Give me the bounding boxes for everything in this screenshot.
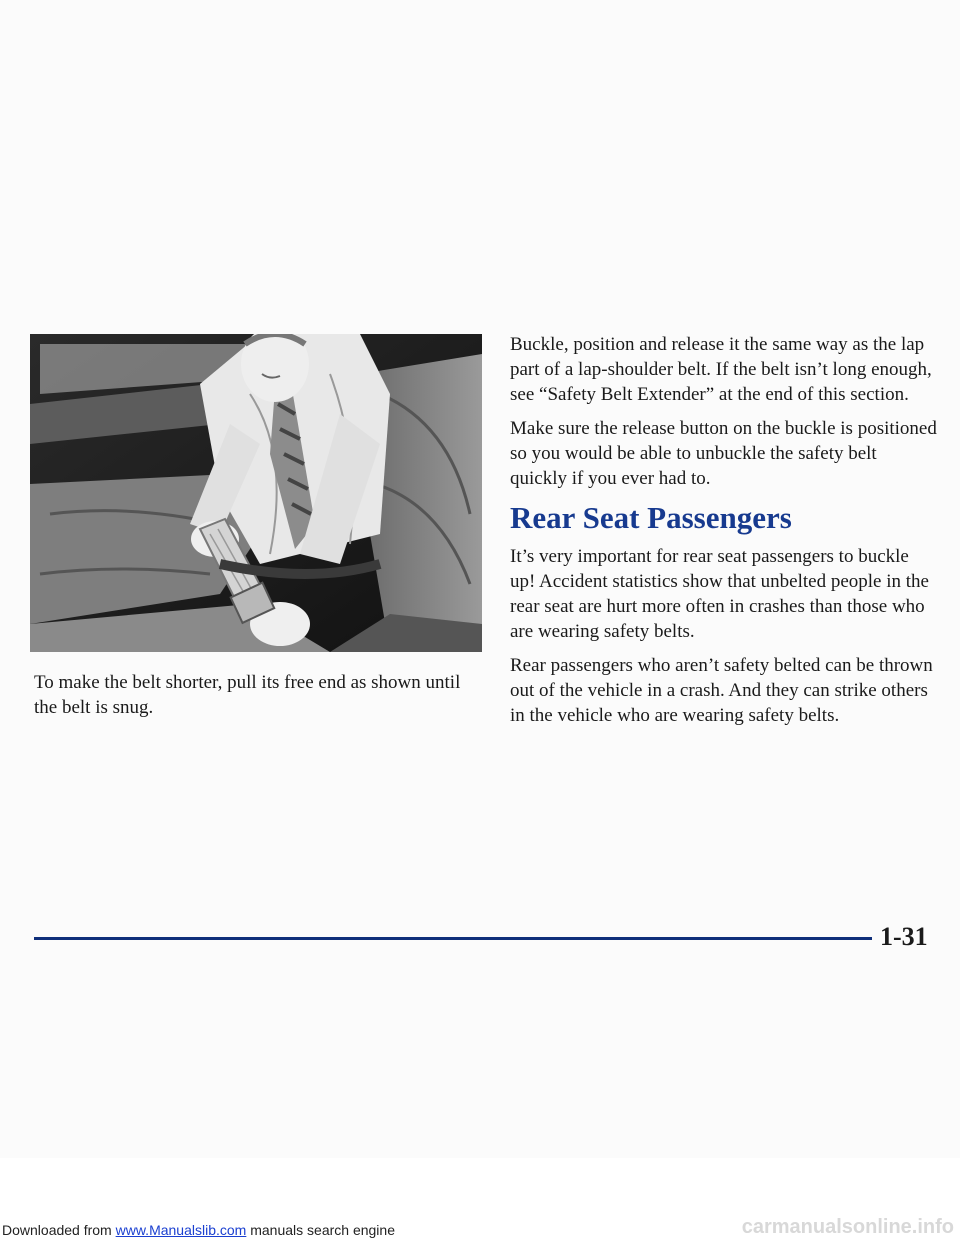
page-rule bbox=[34, 937, 872, 940]
page-number: 1-31 bbox=[880, 922, 928, 951]
right-column bbox=[510, 332, 938, 737]
paragraph-rear-importance: It’s very important for rear seat passengers to buckle up! Accident statistics show that unbelted people in the rear seat are hurt more often in crashes than those who are wearing safety belts. bbox=[510, 546, 929, 642]
manualslib-link[interactable]: www.Manualslib.com bbox=[115, 1222, 247, 1238]
paragraph-buckle-instructions: Buckle, position and release it the same way as the lap part of a lap-shoulder belt. If the belt isn’t long enough, see “Safety Belt Extender” at the end of this section. bbox=[510, 334, 932, 405]
paragraph-rear-thrown: Rear passengers who aren’t safety belted can be thrown out of the vehicle in a crash. And they can strike others in the vehicle who are wearing safety belts. bbox=[510, 655, 933, 726]
watermark: carmanualsonline.info bbox=[741, 1216, 954, 1238]
seat-belt-photo bbox=[30, 334, 482, 652]
section-heading: Rear Seat Passengers bbox=[510, 500, 792, 535]
credit-suffix: manuals search engine bbox=[250, 1222, 395, 1238]
credit-prefix: Downloaded from bbox=[2, 1222, 112, 1238]
paragraph-release-button: Make sure the release button on the buckle is positioned so you would be able to unbuckle the safety belt quickly if you ever had to. bbox=[510, 418, 937, 489]
photo-caption: To make the belt shorter, pull its free end as shown until the belt is snug. bbox=[34, 672, 461, 718]
download-credit bbox=[2, 1222, 395, 1238]
person-buckling-seat-belt-illustration bbox=[30, 334, 482, 652]
